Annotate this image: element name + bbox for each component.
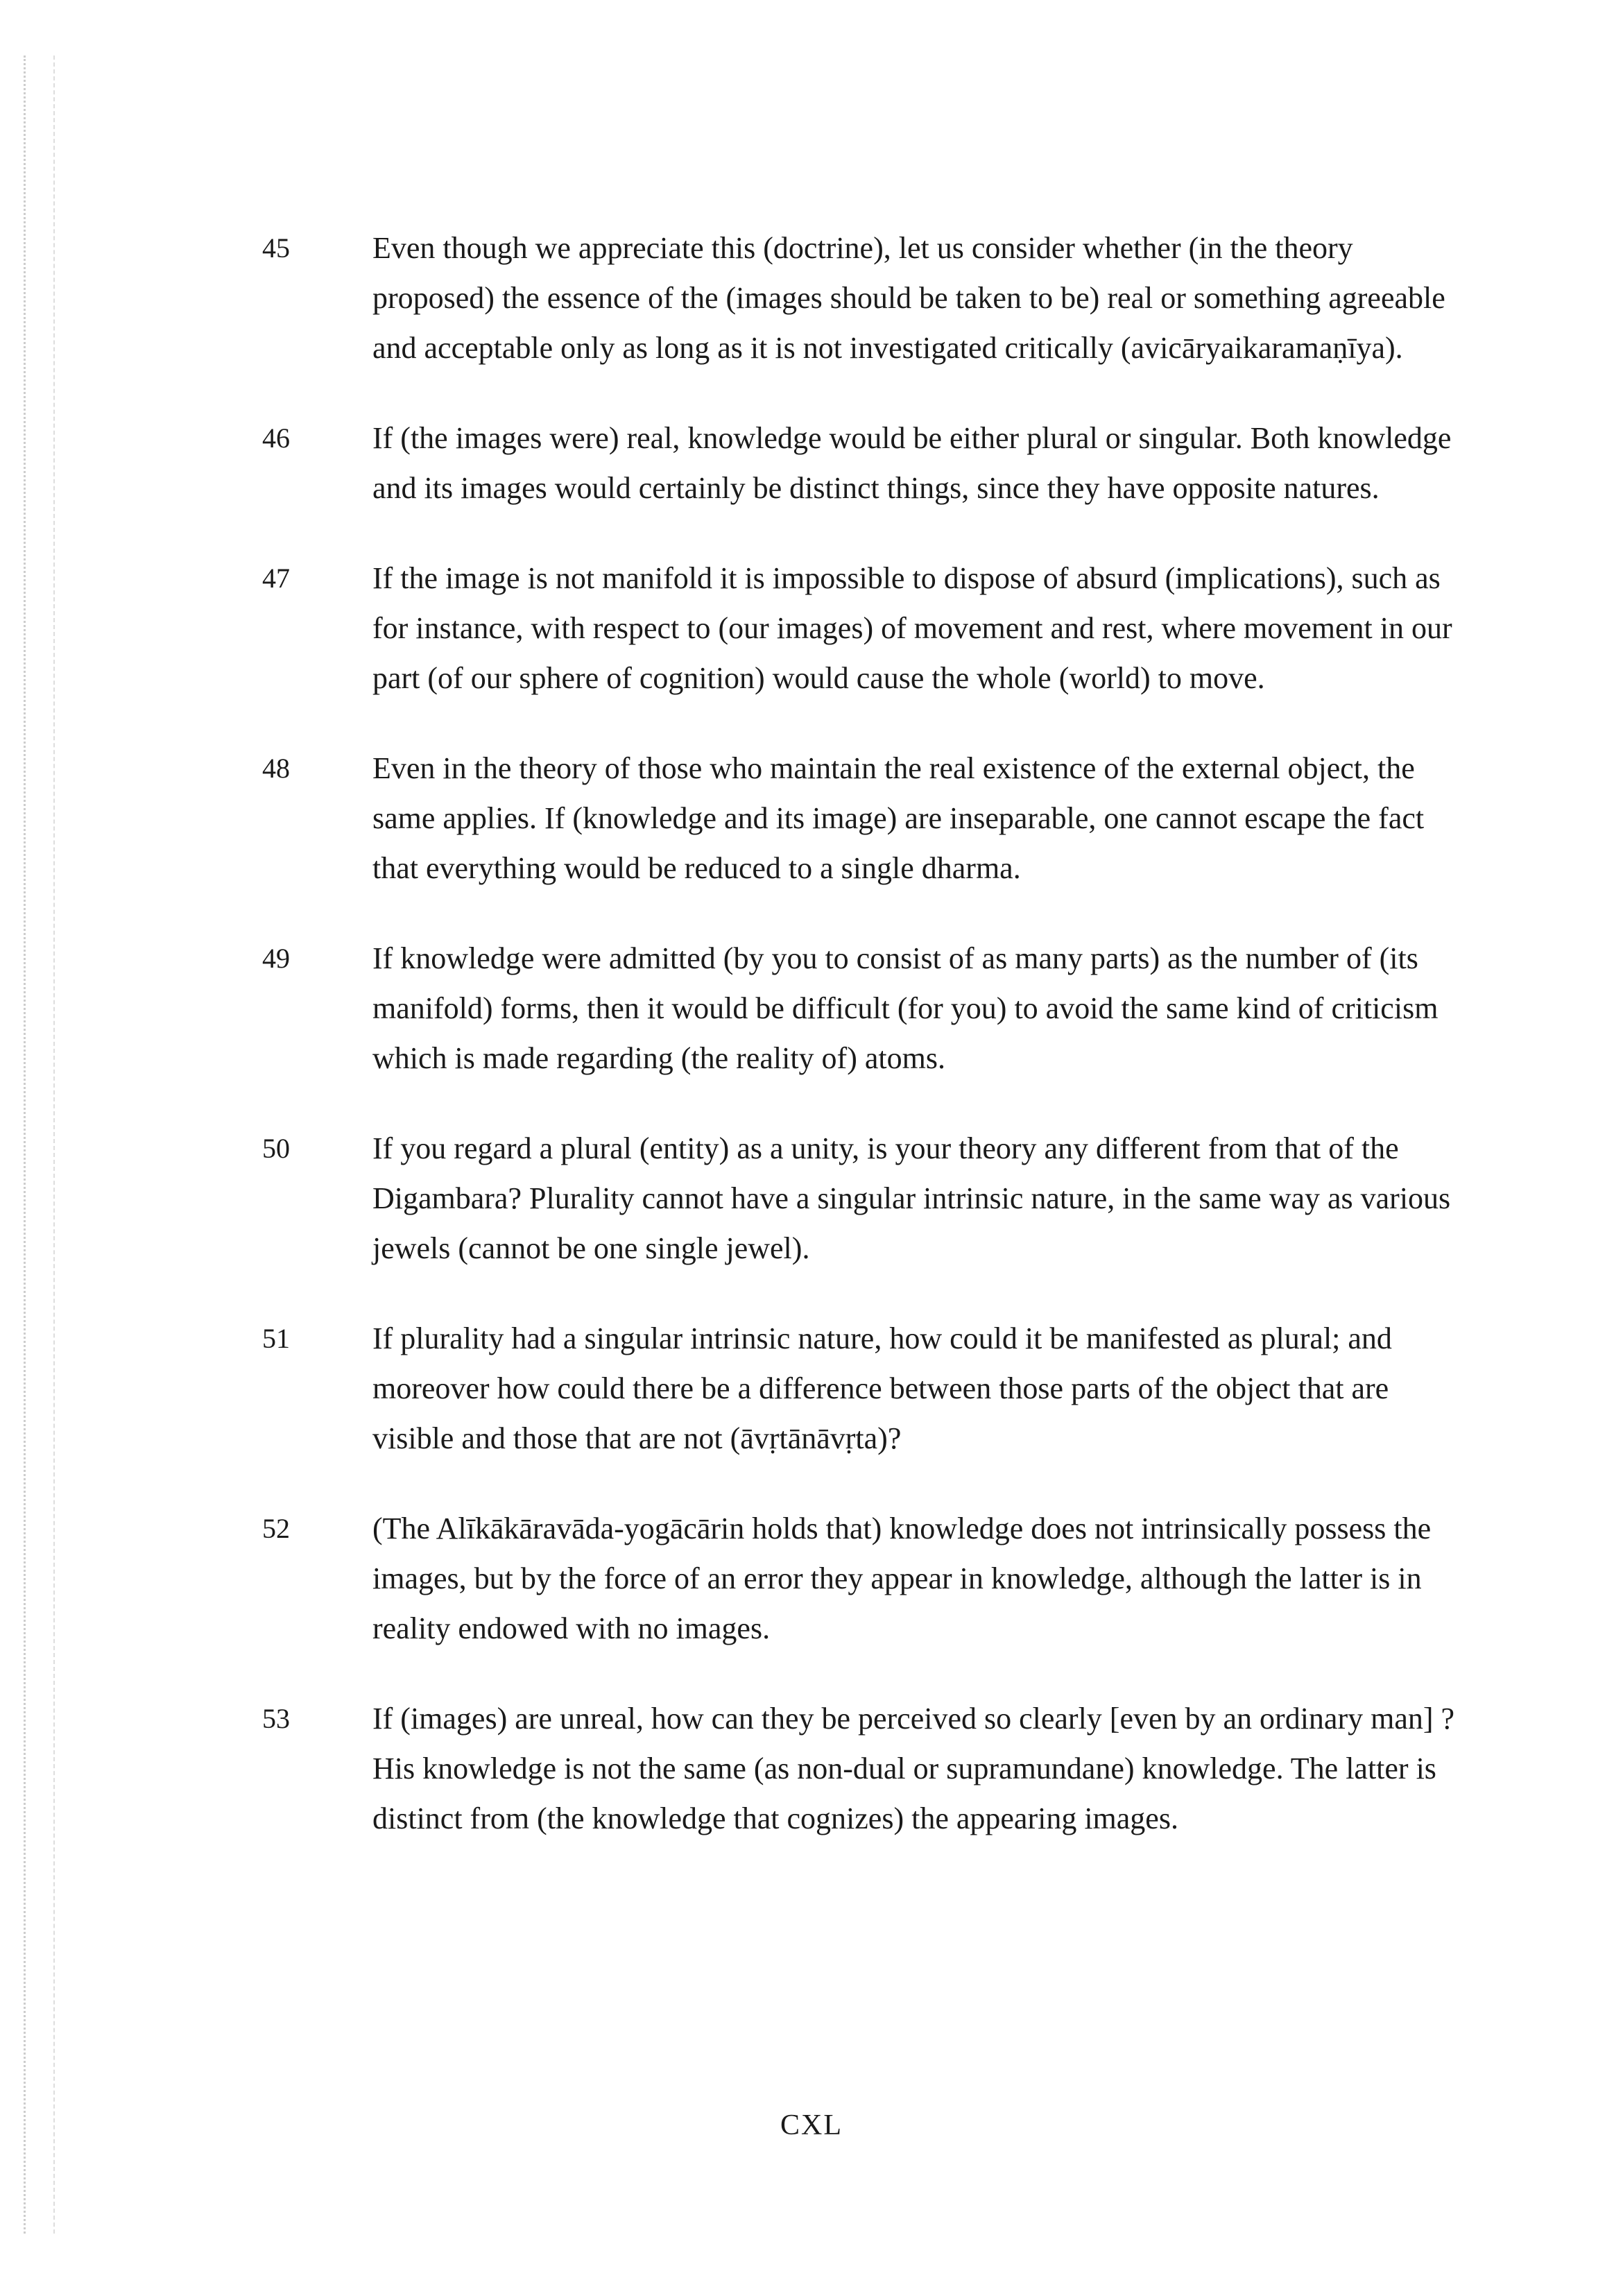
verse-49 <box>0 934 1623 1083</box>
verse-text <box>372 1694 1468 1844</box>
verse-number: 52 <box>262 1513 290 1544</box>
verse-number: 50 <box>262 1133 290 1164</box>
verse-paragraph: Even in the theory of those who maintain the real existence of the external object, the same applies. If (knowledge and its image) are inseparable, one cannot escape the fact that everything would be reduced to a single dharma. <box>372 751 1425 885</box>
verse-list <box>0 223 1623 1884</box>
verse-text <box>372 223 1468 373</box>
verse-48 <box>0 744 1623 893</box>
verse-53 <box>0 1694 1623 1844</box>
verse-text <box>372 1314 1468 1464</box>
verse-51 <box>0 1314 1623 1464</box>
verse-number: 45 <box>262 232 290 264</box>
verse-paragraph-continued: His knowledge is not the same (as non-dual or supramundane) knowledge. The latter is distinct from (the knowledge that cognizes) the appearing images. <box>372 1751 1436 1835</box>
verse-paragraph: If knowledge were admitted (by you to consist of as many parts) as the number of (its manifold) forms, then it would be difficult (for you) to avoid the same kind of criticism which is made regarding (the reality of) atoms. <box>372 941 1439 1075</box>
verse-45 <box>0 223 1623 373</box>
verse-text <box>372 413 1468 513</box>
verse-paragraph: If (images) are unreal, how can they be perceived so clearly [even by an ordinary man] ? <box>372 1702 1455 1736</box>
verse-number: 47 <box>262 563 290 594</box>
page-number: CXL <box>780 2109 843 2141</box>
verse-number: 46 <box>262 422 290 454</box>
verse-50 <box>0 1124 1623 1274</box>
verse-number: 51 <box>262 1323 290 1354</box>
verse-52 <box>0 1504 1623 1654</box>
verse-46 <box>0 413 1623 513</box>
verse-text <box>372 554 1468 703</box>
verse-paragraph: If the image is not manifold it is impossible to dispose of absurd (implications), such as for instance, with respect to (our images) of movement and rest, where movement in our part (of our sphere of cognition) would cause the whole (world) to move. <box>372 561 1452 695</box>
verse-paragraph: If plurality had a singular intrinsic nature, how could it be manifested as plural; and moreover how could there be a difference between those parts of the object that are visible and those that are not (āvṛtānāvṛta)? <box>372 1321 1392 1455</box>
verse-paragraph: (The Alīkākāravāda-yogācārin holds that) knowledge does not intrinsically possess the images, but by the force of an error they appear in knowledge, although the latter is in reality endowed with no images. <box>372 1511 1432 1645</box>
verse-number: 48 <box>262 753 290 784</box>
verse-text <box>372 1124 1468 1274</box>
verse-text <box>372 1504 1468 1654</box>
verse-paragraph: If (the images were) real, knowledge would be either plural or singular. Both knowledge and its images would certainly be distinct things, since they have opposite natures. <box>372 421 1452 505</box>
verse-paragraph: If you regard a plural (entity) as a unity, is your theory any different from that of the Digambara? Plurality cannot have a singular intrinsic nature, in the same way as various jewels (cannot be one single jewel). <box>372 1131 1451 1265</box>
verse-text <box>372 934 1468 1083</box>
verse-number: 53 <box>262 1703 290 1734</box>
verse-47 <box>0 554 1623 703</box>
verse-paragraph: Even though we appreciate this (doctrine), let us consider whether (in the theory proposed) the essence of the (images should be taken to be) real or something agreeable and acceptable only as long as it is not investigated critically (avicāryaikaramaṇīya). <box>372 231 1445 365</box>
verse-number: 49 <box>262 943 290 974</box>
verse-text <box>372 744 1468 893</box>
